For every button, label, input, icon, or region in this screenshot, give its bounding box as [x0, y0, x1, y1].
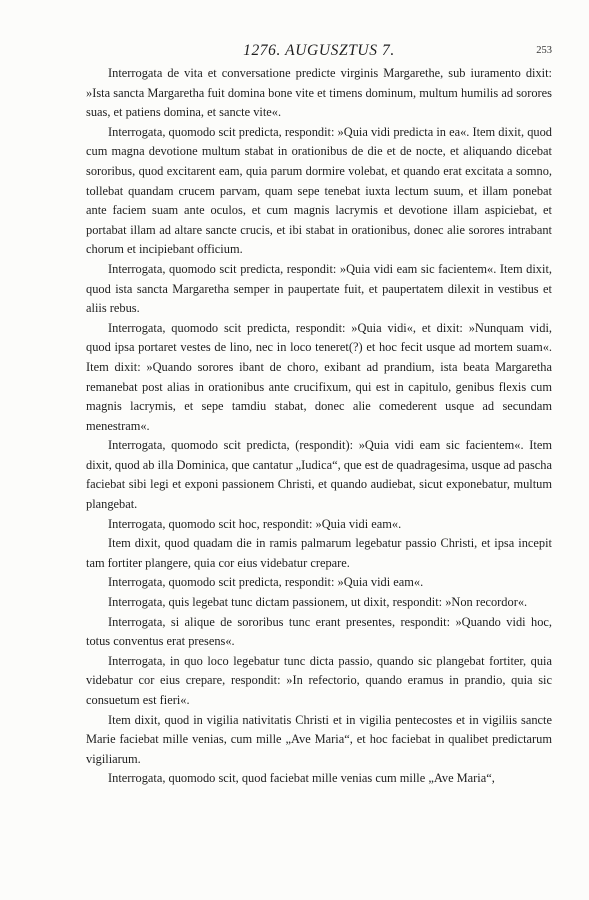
- paragraph: Interrogata, quomodo scit hoc, respondit: »Quia vidi eam«.: [108, 516, 402, 531]
- paragraph: Item dixit, quod quadam die in ramis palmarum legebatur passio Christi, et ipsa incepit tam fortiter plangere, quia cor eius videbatur crepare.: [86, 536, 552, 570]
- paragraph: Item dixit, quod in vigilia nativitatis Christi et in vigilia pentecostes et in vigiliis sancte Marie faciebat mille venias, cum mille „Ave Maria“, et hoc faciebat in qualibet predictarum vigiliarum.: [86, 712, 552, 766]
- page-number: 253: [536, 45, 552, 56]
- paragraph: Interrogata, si alique de sororibus tunc erant presentes, respondit: »Quando vidi hoc, totus conventus erat presens«.: [86, 614, 552, 649]
- running-head: [86, 38, 552, 64]
- running-title: 1276. AUGUSZTUS 7.: [243, 42, 395, 59]
- paragraph: Interrogata de vita et conversatione predicte virginis Margarethe, sub iuramento dixit: »Ista sancta Margaretha fuit domina bone vite et timens dominum, multum humilis ad sorores suas, et patiens domina, et sancte vite«.: [86, 66, 552, 120]
- paragraph: Interrogata, quis legebat tunc dictam passionem, ut dixit, respondit: »Non recordor«.: [108, 595, 528, 610]
- paragraph: Interrogata, quomodo scit predicta, respondit: »Quia vidi predicta in ea«. Item dixit, quod cum magna devotione multum stabat in orationibus de die et de nocte, et aliquando dicebat sororibus, quod excitarent eam, quia parum dormire volebat, et quando erat excitata a somno, tollebat quandam crucem parvam, quam sepe tenebat iuxta lectum suum, et illam ponebat ante faciem suam ante oculos, et cum magnis lacrymis et devotione illam aspiciebat, et portabat illam ad altare sancte crucis, et ibi stabat in orationibus, donec alie sorores intrabant chorum et incipiebant officium.: [86, 124, 552, 257]
- paragraph: Interrogata, quomodo scit predicta, respondit: »Quia vidi eam sic facientem«. Item dixit, quod ista sancta Margaretha semper in paupertate fuit, et paupertatem dilexit in vestibus et aliis rebus.: [86, 261, 552, 316]
- paragraph: Interrogata, quomodo scit predicta, respondit: »Quia vidi«, et dixit: »Nunquam vidi, quod ipsa portaret vestes de lino, nec in loco teneret(?) et hoc fecit usque ad mortem suam«. Item dixit: »Quando sorores ibant de choro, exibant ad prandium, ista beata Margaretha remanebat post alias in orationibus ante crucifixum, qui est in capitulo, genibus flexis cum magnis lacrymis, et sepe tamdiu stabat, donec alie comederent usque ad secundam menestram«.: [86, 320, 552, 433]
- paragraph: Interrogata, in quo loco legebatur tunc dicta passio, quando sic plangebat fortiter, quia videbatur cor eius crepare, respondit: »In refectorio, quando eramus in prandio, quia sic consuetum est fieri«.: [86, 653, 552, 707]
- document-page: [86, 38, 552, 789]
- paragraph: Interrogata, quomodo scit predicta, respondit: »Quia vidi eam«.: [108, 575, 424, 590]
- paragraph: Interrogata, quomodo scit predicta, (respondit): »Quia vidi eam sic facientem«. Item dixit, quod ab illa Dominica, que cantatur „Iudica“, que est de quadragesima, usque ad pascha faciebat sibi legi et exponi passionem Christi, et quando audiebat, sicut exponebatur, multum plangebat.: [86, 438, 552, 512]
- paragraph: Interrogata, quomodo scit, quod faciebat mille venias cum mille „Ave Maria“,: [108, 771, 495, 786]
- body-text: [86, 64, 552, 789]
